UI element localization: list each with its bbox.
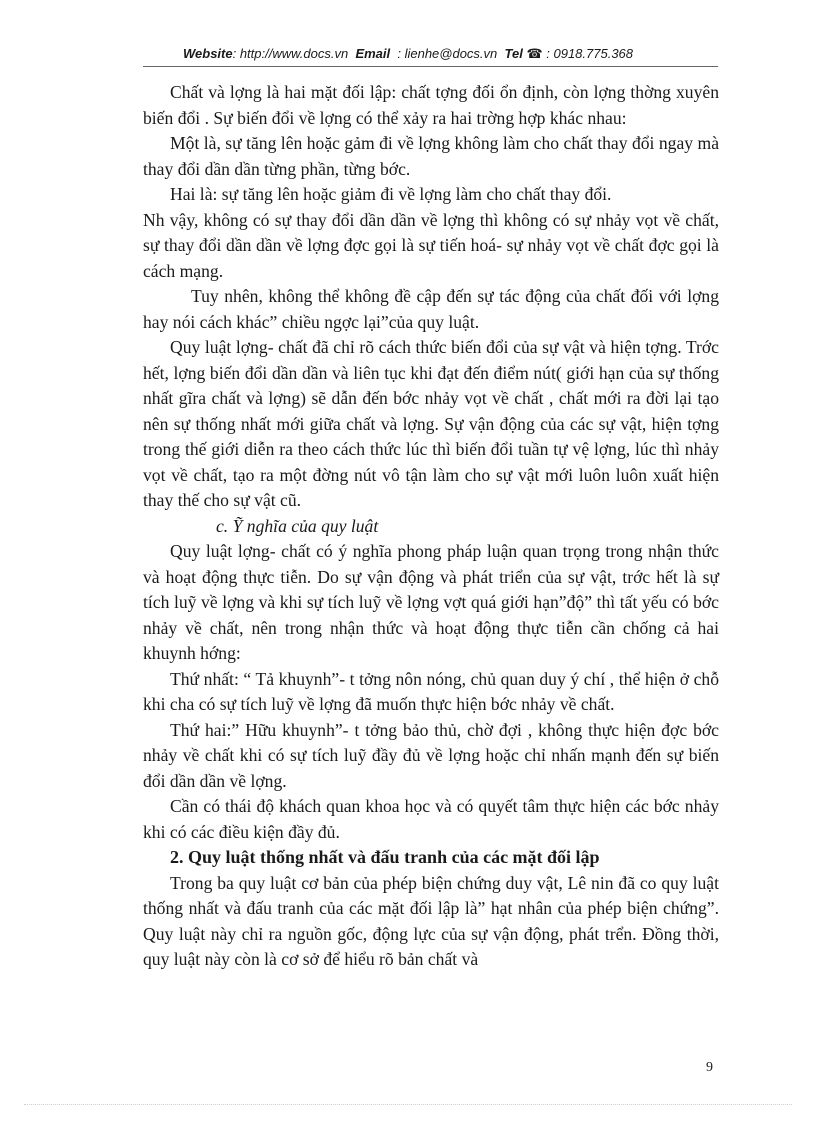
paragraph-8: Thứ nhất: “ Tả khuynh”- t tởng nôn nóng, chủ quan duy ý chí , thể hiện ở chỗ khi cha có sự tích luỹ về lợng đã muốn thực hiện bớc nhảy về chất. <box>143 668 719 714</box>
section-heading: 2. Quy luật thống nhất và đấu tranh của các mặt đối lập <box>170 847 600 867</box>
paragraph-3: Hai là: sự tăng lên hoặc giảm đi về lợng làm cho chất thay đổi. <box>170 184 612 204</box>
paragraph-1: Chất và lợng là hai mặt đối lập: chất tợng đối ổn định, còn lợng thờng xuyên biến đổi . Sự biến đổi về lợng có thể xảy ra hai trờng hợp khác nhau: <box>143 82 719 128</box>
paragraph-2: Một là, sự tăng lên hoặc gảm đi về lợng không làm cho chất thay đổi ngay mà thay đổi dần dần từng phần, từng bớc. <box>143 133 719 179</box>
email-value[interactable]: : lienhe@docs.vn <box>397 46 498 61</box>
tel-value: ☎ : 0918.775.368 <box>526 46 634 61</box>
tel-label: Tel <box>504 46 523 61</box>
paragraph-5: Tuy nhên, không thể không đề cập đến sự tác động của chất đối với lợng hay nói cách khác” chiều ngợc lại”của quy luật. <box>143 286 719 332</box>
website-value[interactable]: : http://www.docs.vn <box>232 46 349 61</box>
paragraph-4: Nh vậy, không có sự thay đổi dần dần về lợng thì không có sự nhảy vọt về chất, sự thay đổi dần dần về lợng đợc gọi là sự tiến hoá- sự nhảy vọt về chất đợc gọi là cách mạng. <box>143 209 719 281</box>
paragraph-6: Quy luật lợng- chất đã chỉ rõ cách thức biến đổi của sự vật và hiện tợng. Trớc hết, lợng biến đổi dần dần và liên tục khi đạt đến điểm nút( giới hạn của sự thống nhất gĩra chất và lợng) sẽ dẫn đến bớc nhảy vọt về chất , chất mới ra đời lại tạo nên sự thống nhất mới giữa chất và lợng. Sự vận động của các sự vật, hiện tợng trong thế giới diễn ra theo cách thức lúc thì biến đổi tuần tự vệ lợng, lúc thì nhảy vọt về chất, tạo ra một đờng nút vô tận làm cho sự vật mới luôn luôn xuất hiện thay thế cho sự vật cũ. <box>143 337 719 510</box>
paragraph-7: Quy luật lợng- chất có ý nghĩa phong pháp luận quan trọng trong nhận thức và hoạt động thực tiễn. Do sự vận động và phát triển của sự vật, trớc hết là sự tích luỹ về lợng và khi sự tích luỹ về lợng vợt quá giới hạn”độ” thì tất yếu có bớc nhảy về chất, nên trong nhận thức và hoạt động thực tiễn cần chống cả hai khuynh hớng: <box>143 541 719 663</box>
paragraph-10: Cần có thái độ khách quan khoa học và có quyết tâm thực hiện các bớc nhảy khi có các điều kiện đầy đủ. <box>143 796 719 842</box>
paragraph-11: Trong ba quy luật cơ bản của phép biện chứng duy vật, Lê nin đã co quy luật thống nhất và đấu tranh của các mặt đối lập là” hạt nhân của phép biện chứng”. Quy luật này chỉ ra nguồn gốc, động lực của sự vận động, phát trển. Đồng thời, quy luật này còn là cơ sở để hiểu rõ bản chất và <box>143 872 719 969</box>
website-label: Website <box>182 46 233 61</box>
header-rule <box>143 66 718 67</box>
paragraph-9: Thứ hai:” Hữu khuynh”- t tởng bảo thủ, chờ đợi , không thực hiện đợc bớc nhảy về chất khi có sự tích luỹ đầy đủ về lợng hoặc chỉ nhấn mạnh đến sự biến đổi dần dần về lợng. <box>143 719 719 791</box>
email-label: Email <box>355 46 391 61</box>
document-body <box>143 80 719 973</box>
subheading: c. Ỹ nghĩa của quy luật <box>216 515 379 536</box>
page-number: 9 <box>706 1060 713 1075</box>
footer-rule <box>24 1104 792 1105</box>
page-header <box>0 46 816 62</box>
